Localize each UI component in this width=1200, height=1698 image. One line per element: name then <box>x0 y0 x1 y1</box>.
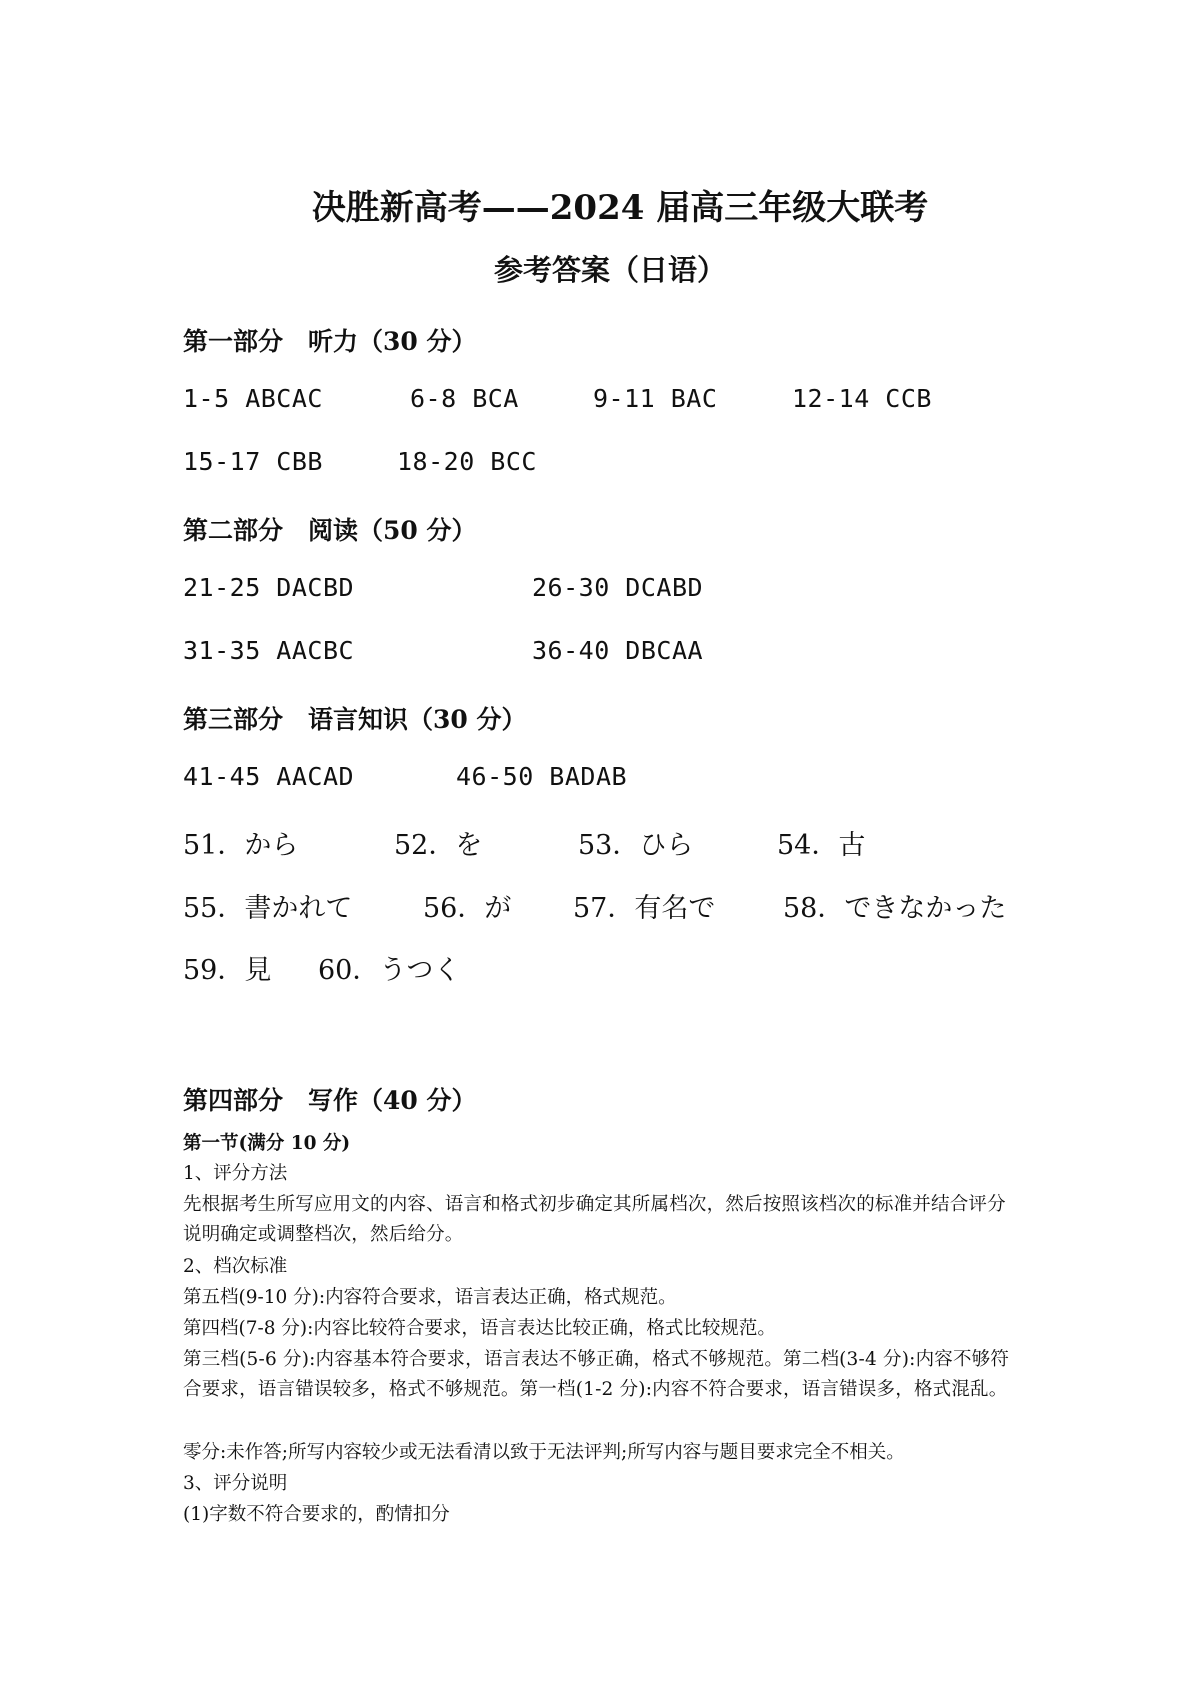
document-title: 决胜新高考——2024 届高三年级大联考 <box>311 188 929 228</box>
answer-group: 6-8 BCA <box>410 384 519 413</box>
answer-group: 21-25 DACBD <box>183 573 355 602</box>
cloze-answer: 58．できなかった <box>783 893 1007 924</box>
scoring-method-label: 1、评分方法 <box>183 1163 288 1184</box>
answer-group: 15-17 CBB <box>183 447 323 476</box>
document-subtitle: 参考答案（日语） <box>493 253 726 287</box>
level4-text: 第四档(7-8 分):内容比较符合要求，语言表达比较正确，格式比较规范。 <box>183 1318 776 1339</box>
level5-text: 第五档(9-10 分):内容符合要求，语言表达正确，格式规范。 <box>183 1287 677 1308</box>
scoring-method-text: 先根据考生所写应用文的内容、语言和格式初步确定其所属档次，然后按照该档次的标准并结合评分说明确定或调整档次，然后给分。 <box>183 1194 1006 1245</box>
section1-title: 第一节(满分 10 分) <box>183 1133 351 1154</box>
answer-group: 31-35 AACBC <box>183 636 355 665</box>
answer-group: 1-5 ABCAC <box>183 384 323 413</box>
answer-group: 46-50 BADAB <box>456 762 628 791</box>
scoring-note-1: (1)字数不符合要求的，酌情扣分 <box>183 1504 450 1525</box>
answer-group: 26-30 DCABD <box>532 573 704 602</box>
level0-text: 零分:未作答;所写内容较少或无法看清以致于无法评判;所写内容与题目要求完全不相关。 <box>183 1442 905 1463</box>
cloze-answer: 56．が <box>423 893 512 924</box>
part4-heading: 第四部分 写作（40 分） <box>183 1086 477 1115</box>
answer-group: 36-40 DBCAA <box>532 636 704 665</box>
cloze-answer: 55．書かれて <box>183 893 353 924</box>
level3-text: 第三档(5-6 分):内容基本符合要求，语言表达不够正确，格式不够规范。第二档(3-4 分):内容不够符合要求，语言错误较多，格式不够规范。第一档(1-2 分):内容不符合要求，语言错误多，格式混乱。 <box>183 1349 1010 1400</box>
answer-group: 18-20 BCC <box>397 447 537 476</box>
part1-heading: 第一部分 听力（30 分） <box>183 327 477 356</box>
cloze-answer: 53．ひら <box>578 830 694 861</box>
level-standards-label: 2、档次标准 <box>183 1256 288 1277</box>
scoring-notes-label: 3、评分说明 <box>183 1473 288 1494</box>
answer-group: 12-14 CCB <box>792 384 932 413</box>
part2-heading: 第二部分 阅读（50 分） <box>183 516 477 545</box>
answer-group: 41-45 AACAD <box>183 762 355 791</box>
cloze-answer: 54．古 <box>777 830 866 861</box>
cloze-answer: 60．うつく <box>318 955 461 986</box>
answer-group: 9-11 BAC <box>593 384 718 413</box>
part3-heading: 第三部分 语言知识（30 分） <box>183 705 527 734</box>
cloze-answer: 51．から <box>183 830 299 861</box>
cloze-answer: 52．を <box>394 830 483 861</box>
cloze-answer: 59．見 <box>183 955 272 986</box>
cloze-answer: 57．有名で <box>573 893 716 924</box>
